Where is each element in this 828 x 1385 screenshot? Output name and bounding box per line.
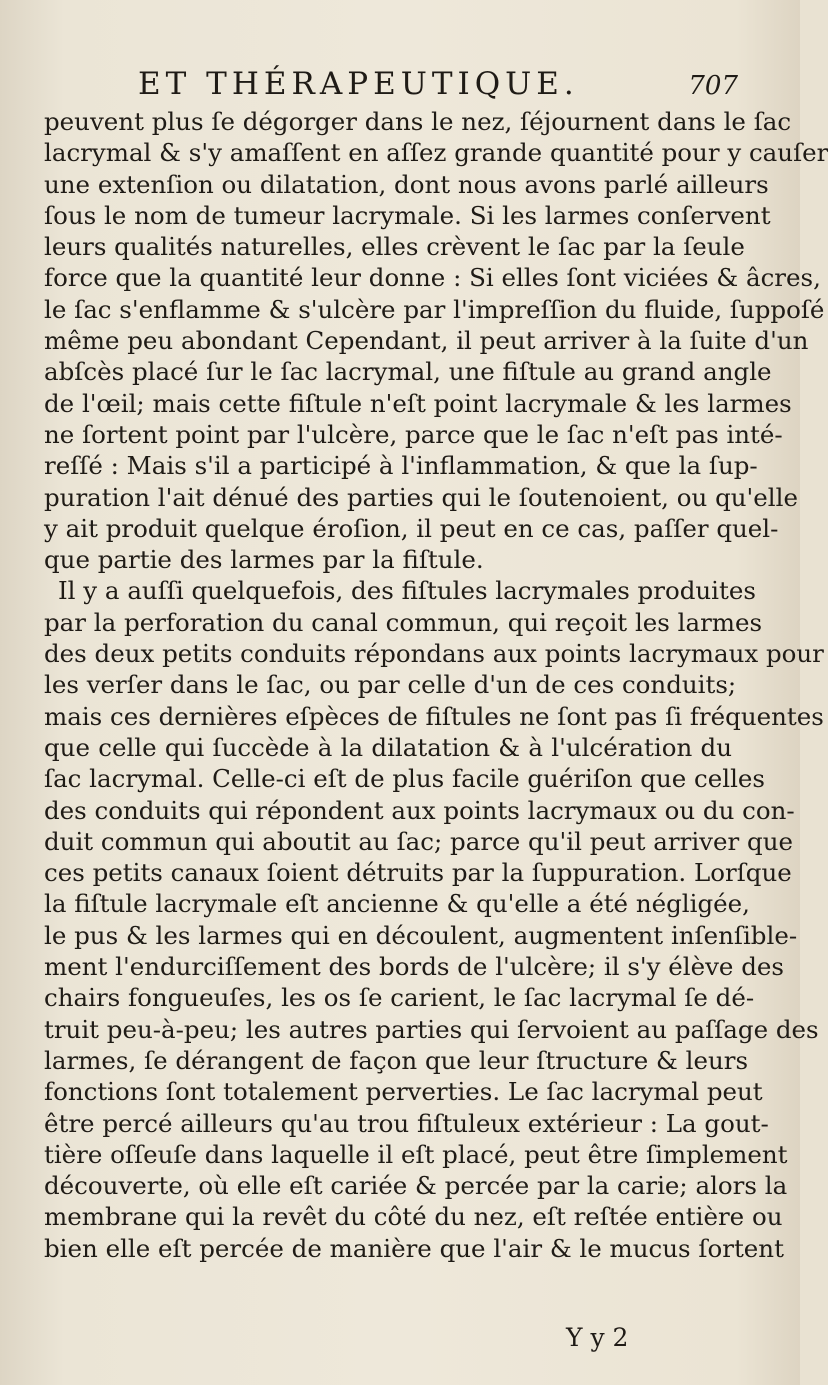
text-line: par la perforation du canal commun, qui reçoit les larmes [44, 607, 763, 637]
text-line: peuvent plus ſe dégorger dans le nez, ſéjournent dans le ſac [44, 107, 792, 136]
text-line: fonctions ſont totalement perverties. Le ſac lacrymal peut [44, 1077, 763, 1107]
text-line: lacrymal & s'y amaſſent en aſſez grande quantité pour y cauſer [44, 138, 828, 168]
text-line: membrane qui la revêt du côté du nez, eſt reſtée entière ou [44, 1202, 783, 1232]
body-text [44, 106, 828, 1264]
text-line: truit peu-à-peu; les autres parties qui ſervoient au paſſage des [44, 1014, 819, 1044]
text-line: ment l'endurciſſement des bords de l'ulcère; il s'y élève des [44, 952, 784, 982]
text-line: ſous le nom de tumeur lacrymale. Si les larmes conſervent [44, 200, 771, 230]
text-line: une extenſion ou dilatation, dont nous avons parlé ailleurs [44, 169, 769, 199]
text-line: reſſé : Mais s'il a participé à l'inflammation, & que la ſup- [44, 451, 758, 481]
text-line: bien elle eſt percée de manière que l'air & le mucus ſortent [44, 1233, 784, 1263]
text-line: le ſac s'enflamme & s'ulcère par l'impreſſion du fluide, ſuppoſé [44, 294, 825, 324]
text-line: que celle qui ſuccède à la dilatation & à l'ulcération du [44, 732, 732, 762]
page-header [138, 62, 738, 106]
text-line: même peu abondant Cependant, il peut arriver à la ſuite d'un [44, 326, 809, 356]
text-line: force que la quantité leur donne : Si elles ſont viciées & âcres, [44, 263, 821, 293]
text-line: être percé ailleurs qu'au trou fiſtuleux extérieur : La gout- [44, 1108, 769, 1138]
text-line: ces petits canaux ſoient détruits par la ſuppuration. Lorſque [44, 858, 792, 888]
text-line: découverte, où elle eſt cariée & percée par la carie; alors la [44, 1171, 788, 1201]
text-line: que partie des larmes par la fiſtule. [44, 545, 484, 575]
text-line: Il y a auſſi quelquefois, des fiſtules lacrymales produites [58, 576, 756, 606]
text-line: mais ces dernières eſpèces de fiſtules ne ſont pas ſi fréquentes [44, 701, 824, 731]
text-line: leurs qualités naturelles, elles crèvent le ſac par la ſeule [44, 232, 745, 262]
text-line: puration l'ait dénué des parties qui le ſoutenoient, ou qu'elle [44, 482, 798, 512]
text-line: ne ſortent point par l'ulcère, parce que le ſac n'eſt pas inté- [44, 419, 783, 449]
text-line: des deux petits conduits répondans aux points lacrymaux pour [44, 639, 824, 669]
text-line: duit commun qui aboutit au ſac; parce qu'il peut arriver que [44, 826, 793, 856]
text-line: le pus & les larmes qui en découlent, augmentent inſenſible- [44, 920, 798, 950]
text-line: tière oſſeuſe dans laquelle il eſt placé, peut être ſimplement [44, 1139, 788, 1169]
page-number: 707 [688, 71, 738, 101]
text-line: chairs fongueuſes, les os ſe carient, le ſac lacrymal ſe dé- [44, 983, 755, 1013]
text-line: les verſer dans le ſac, ou par celle d'un de ces conduits; [44, 670, 737, 700]
text-line: y ait produit quelque éroſion, il peut en ce cas, paſſer quel- [44, 513, 779, 543]
text-line: la fiſtule lacrymale eſt ancienne & qu'elle a été négligée, [44, 889, 750, 919]
running-title: ET THÉRAPEUTIQUE. [138, 66, 579, 102]
text-line: ſac lacrymal. Celle-ci eſt de plus facile guériſon que celles [44, 764, 765, 794]
text-line: larmes, ſe dérangent de façon que leur ſtructure & leurs [44, 1045, 749, 1075]
signature-mark: Y y 2 [566, 1323, 629, 1352]
text-line: abſcès placé ſur le ſac lacrymal, une fiſtule au grand angle [44, 357, 772, 387]
text-line: des conduits qui répondent aux points lacrymaux ou du con- [44, 795, 795, 825]
text-line: de l'œil; mais cette fiſtule n'eſt point lacrymale & les larmes [44, 388, 792, 418]
